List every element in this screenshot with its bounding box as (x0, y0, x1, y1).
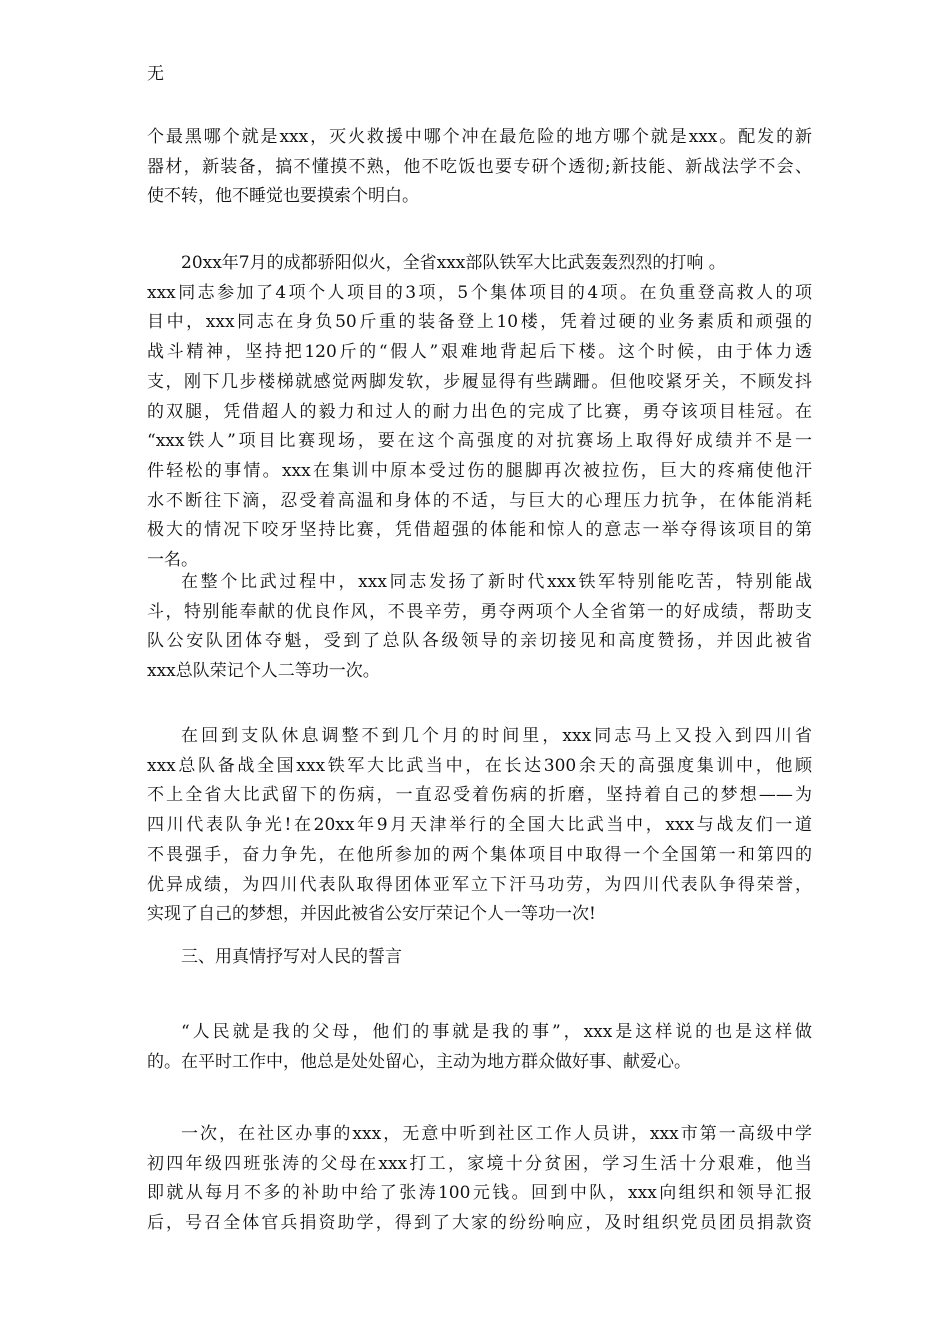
paragraph-line: 极大的情况下咬牙坚持比赛，凭借超强的体能和惊人的意志一举夺得该项目的第 (147, 520, 812, 541)
paragraph-line: 斗，特别能奉献的优良作风，不畏辛劳，勇夺两项个人全省第一的好成绩，帮助支 (147, 601, 812, 622)
paragraph-line: 的。在平时工作中，他总是处处留心，主动为地方群众做好事、献爱心。 (147, 1051, 691, 1072)
paragraph-line: 个最黑哪个就是xxx，灭火救援中哪个冲在最危险的地方哪个就是xxx。配发的新 (147, 127, 812, 147)
paragraph-line: 不畏强手，奋力争先，在他所参加的两个集体项目中取得一个全国第一和第四的 (147, 844, 812, 865)
paragraph-line: 使不转，他不睡觉也要摸索个明白。 (147, 186, 419, 207)
paragraph-line: xxx总队荣记个人二等功一次。 (147, 661, 380, 682)
paragraph-line: 器材，新装备，搞不懂摸不熟，他不吃饭也要专研个透彻;新技能、新战法学不会、 (147, 156, 812, 177)
paragraph-1 (147, 123, 812, 212)
paragraph-2 (147, 249, 812, 576)
paragraph-line: 支，刚下几步楼梯就感觉两脚发软，步履显得有些蹒跚。但他咬紧牙关，不顾发抖 (147, 371, 812, 392)
paragraph-line: 实现了自己的梦想，并因此被省公安厅荣记个人一等功一次! (147, 904, 596, 925)
paragraph-line: 初四年级四班张涛的父母在xxx打工，家境十分贫困，学习生活十分艰难，他当 (147, 1153, 812, 1174)
paragraph-line: 战斗精神，坚持把120斤的“假人”艰难地背起后下楼。这个时候，由于体力透 (147, 342, 812, 363)
paragraph-line: 的双腿，凭借超人的毅力和过人的耐力出色的完成了比赛，勇夺该项目桂冠。在 (147, 401, 812, 422)
paragraph-line: xxx总队备战全国xxx铁军大比武当中，在长达300余天的高强度集训中，他顾 (147, 755, 812, 776)
paragraph-line: 在整个比武过程中，xxx同志发扬了新时代xxx铁军特别能吃苦，特别能战 (181, 572, 812, 592)
paragraph-3 (147, 568, 812, 687)
paragraph-5 (147, 1018, 812, 1077)
paragraph-line: “xxx铁人”项目比赛现场，要在这个高强度的对抗赛场上取得好成绩并不是一 (147, 431, 812, 452)
paragraph-line: 一名。 (147, 550, 198, 571)
paragraph-line: xxx同志参加了4项个人项目的3项，5个集体项目的4项。在负重登高救人的项 (147, 282, 812, 303)
paragraph-line: 一次，在社区办事的xxx，无意中听到社区工作人员讲，xxx市第一高级中学 (181, 1124, 812, 1144)
paragraph-line: 件轻松的事情。xxx在集训中原本受过伤的腿脚再次被拉伤，巨大的疼痛使他汗 (147, 460, 812, 481)
paragraph-line: 优异成绩，为四川代表队取得团体亚军立下汗马功劳，为四川代表队争得荣誉， (147, 874, 812, 895)
section-heading: 三、用真情抒写对人民的誓言 (181, 947, 402, 967)
paragraph-line: 即就从每月不多的补助中给了张涛100元钱。回到中队，xxx向组织和领导汇报 (147, 1183, 812, 1204)
paragraph-line: “人民就是我的父母，他们的事就是我的事”，xxx是这样说的也是这样做 (181, 1022, 812, 1042)
paragraph-line: 不上全省大比武留下的伤病，一直忍受着伤病的折磨，坚持着自己的梦想——为 (147, 785, 812, 806)
paragraph-line: 后，号召全体官兵捐资助学，得到了大家的纷纷响应，及时组织党员团员捐款资 (147, 1213, 812, 1234)
paragraph-6 (147, 1120, 812, 1239)
paragraph-line: 队公安队团体夺魁，受到了总队各级领导的亲切接见和高度赞扬，并因此被省 (147, 631, 812, 652)
paragraph-line: 四川代表队争光!在20xx年9月天津举行的全国大比武当中，xxx与战友们一道 (147, 815, 812, 836)
paragraph-line: 20xx年7月的成都骄阳似火，全省xxx部队铁军大比武轰轰烈烈的打响 。 (181, 253, 726, 273)
paragraph-line: 在回到支队休息调整不到几个月的时间里，xxx同志马上又投入到四川省 (181, 726, 812, 746)
page-header: 无 (147, 64, 164, 84)
paragraph-line: 目中，xxx同志在身负50斤重的装备登上10楼，凭着过硬的业务素质和顽强的 (147, 312, 812, 333)
paragraph-line: 水不断往下滴，忍受着高温和身体的不适，与巨大的心理压力抗争，在体能消耗 (147, 490, 812, 511)
paragraph-4 (147, 722, 812, 930)
